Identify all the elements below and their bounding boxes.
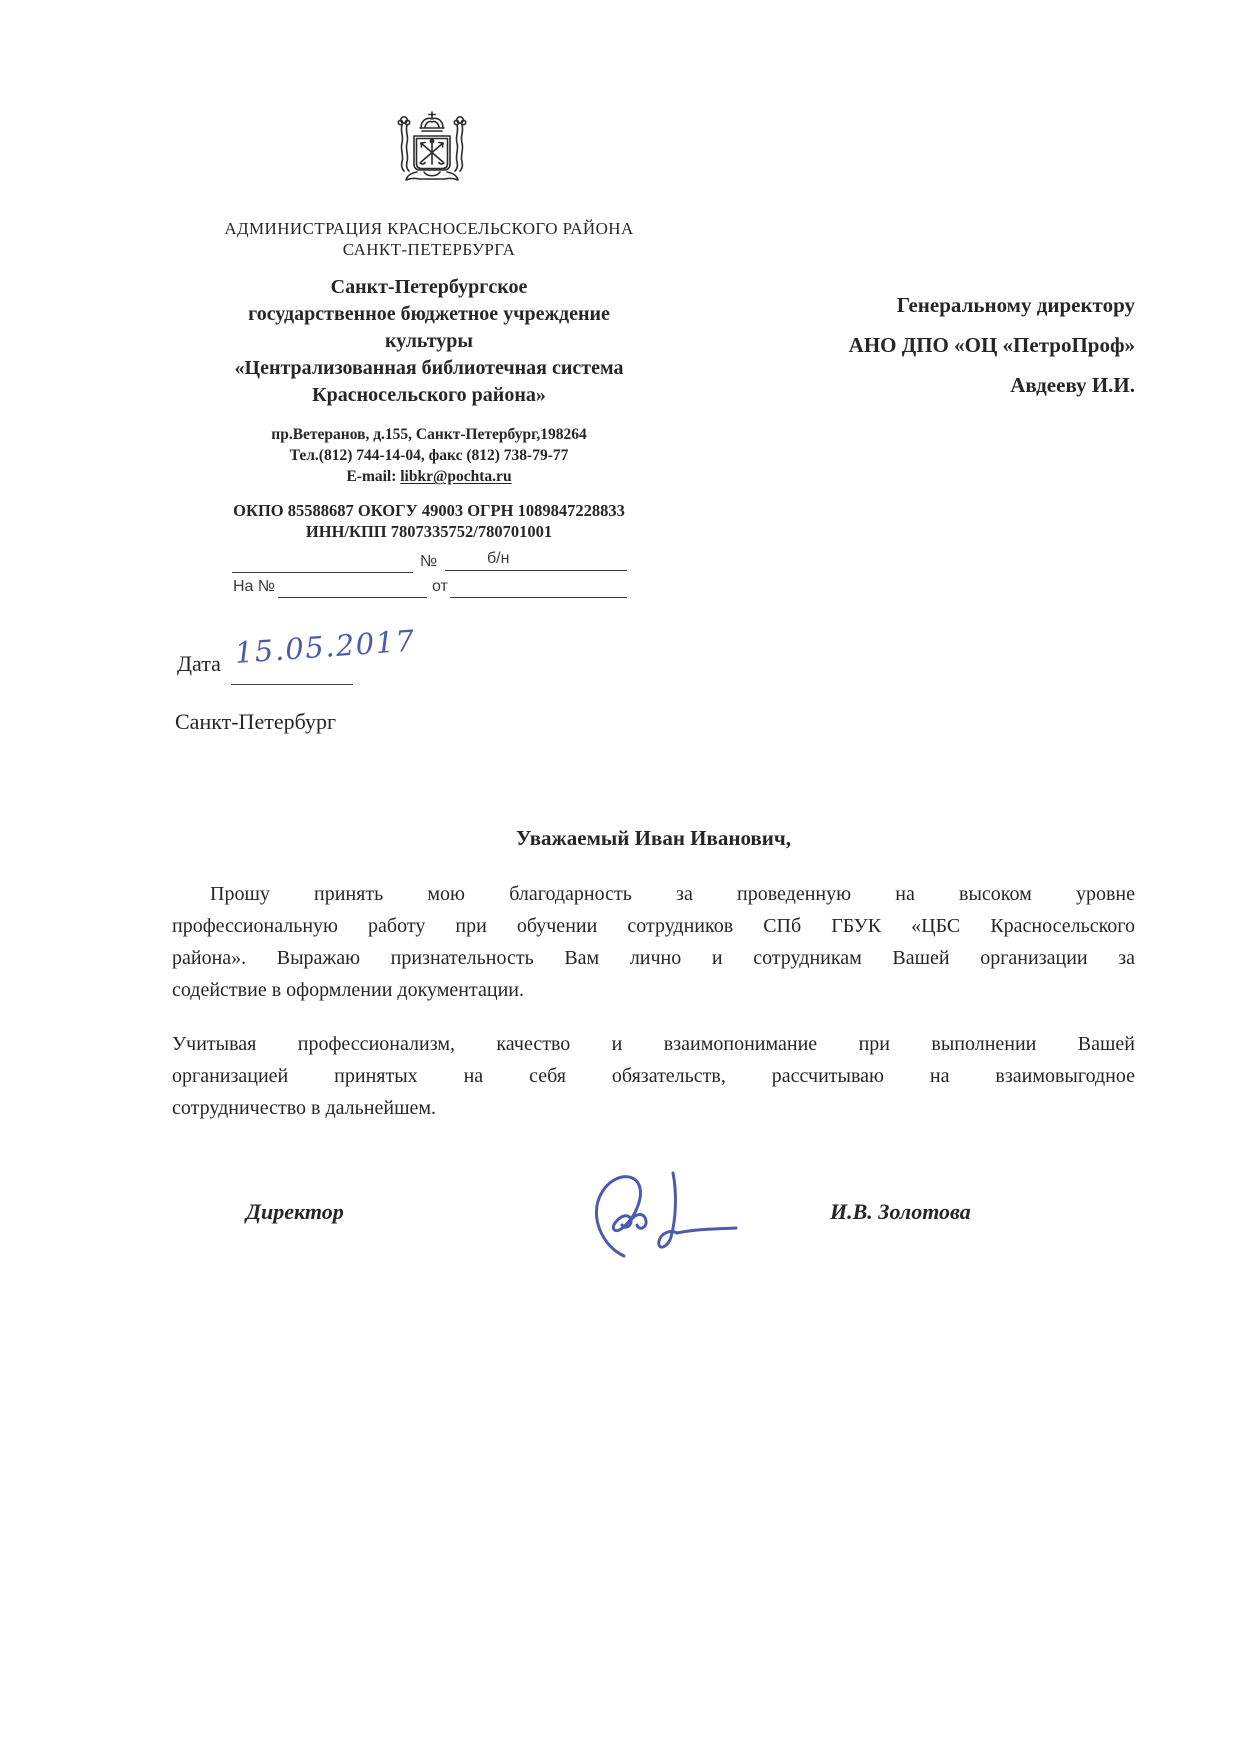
handwritten-signature-icon	[576, 1166, 758, 1262]
inn-kpp: ИНН/КПП 7807335752/780701001	[305, 522, 553, 541]
org-name-line: культуры	[384, 330, 474, 352]
paragraph1-line: содействие в оформлении документации.	[172, 979, 524, 1001]
okpo-okogu-ogrn: ОКПО 85588687 ОКОГУ 49003 ОГРН 1089847228833	[233, 501, 625, 520]
outgoing-number-blank-line	[232, 556, 413, 573]
org-name-line: государственное бюджетное учреждение	[248, 303, 610, 325]
reply-date-label: от	[432, 578, 448, 595]
signer-position-title: Директор	[246, 1199, 344, 1224]
reply-to-number-label: На №	[233, 578, 276, 595]
org-name-line: Красносельского района»	[312, 384, 546, 406]
org-name-line: Санкт-Петербургское	[330, 276, 528, 298]
administration-line2: САНКТ-ПЕТЕРБУРГА	[342, 240, 516, 259]
date-label: Дата	[177, 651, 221, 676]
postal-address: пр.Ветеранов, д.155, Санкт-Петербург,198264	[271, 426, 587, 443]
email-line	[129, 466, 729, 487]
org-name-line: «Централизованная библиотечная система	[234, 357, 624, 379]
email-label: E-mail:	[346, 468, 397, 485]
reply-date-blank-line	[450, 580, 627, 598]
addressee-block	[849, 285, 1135, 405]
handwritten-date: 15.05.2017	[233, 623, 417, 670]
addressee-organization: АНО ДПО «ОЦ «ПетроПроф»	[848, 333, 1135, 357]
email-address: libkr@pochta.ru	[400, 468, 512, 485]
paragraph2-line: Учитывая профессионализм, качество и взаимопонимание при выполнении Вашей	[172, 1033, 1135, 1055]
paragraph1-line: Прошу принять мою благодарность за проведенную на высоком уровне	[210, 883, 1135, 905]
paragraph1-line: района». Выражаю признательность Вам лично и сотрудникам Вашей организации за	[172, 947, 1135, 969]
letterhead-contacts	[129, 424, 729, 487]
body-paragraph-1	[172, 878, 1135, 1006]
administration-line1: АДМИНИСТРАЦИЯ КРАСНОСЕЛЬСКОГО РАЙОНА	[224, 219, 634, 238]
letterhead-administration	[129, 218, 729, 260]
letterhead-organization-name	[129, 274, 729, 409]
paragraph2-line: организацией принятых на себя обязательств, рассчитываю на взаимовыгодное	[172, 1065, 1135, 1087]
paragraph1-line: профессиональную работу при обучении сотрудников СПб ГБУК «ЦБС Красносельского	[172, 915, 1135, 937]
signer-name: И.В. Золотова	[830, 1199, 971, 1224]
salutation: Уважаемый Иван Иванович,	[516, 826, 791, 850]
body-paragraph-2	[172, 1028, 1135, 1124]
addressee-name: Авдееву И.И.	[1010, 373, 1135, 397]
letterhead-codes	[129, 500, 729, 542]
addressee-position: Генеральному директору	[896, 293, 1135, 317]
phone-fax: Тел.(812) 744-14-04, факс (812) 738-79-77	[289, 447, 569, 464]
reply-number-blank-line	[278, 580, 427, 598]
spb-coat-of-arms-icon	[387, 110, 477, 194]
number-sign-label: №	[420, 553, 438, 570]
city-line: Санкт-Петербург	[175, 709, 336, 734]
paragraph2-line: сотрудничество в дальнейшем.	[172, 1097, 437, 1119]
outgoing-number-value-line: б/н	[445, 550, 627, 571]
